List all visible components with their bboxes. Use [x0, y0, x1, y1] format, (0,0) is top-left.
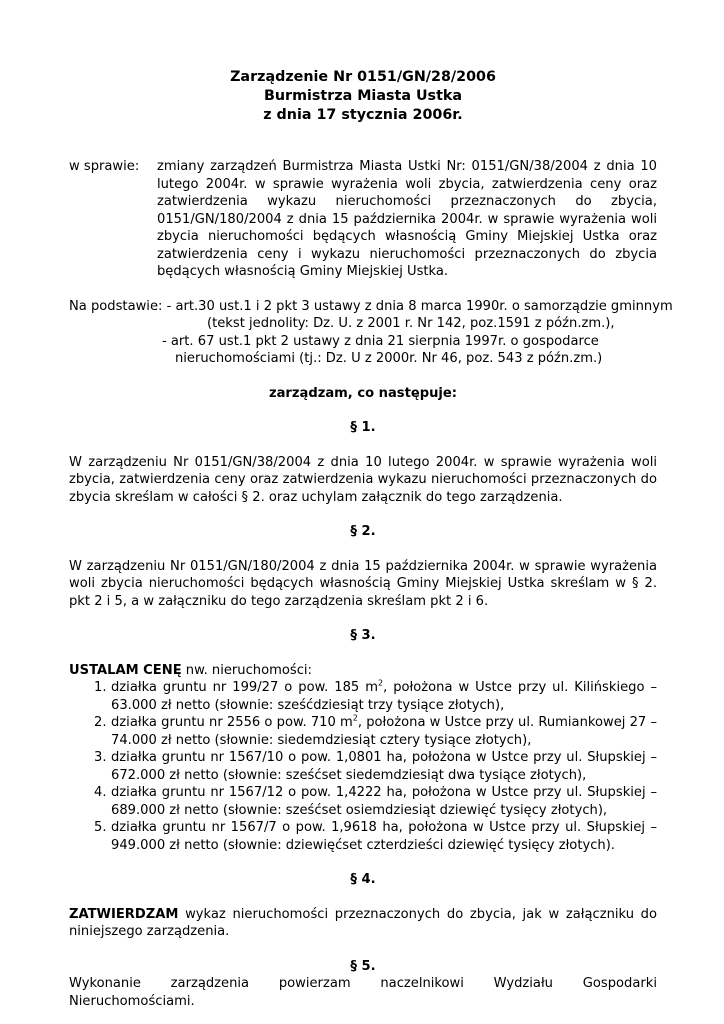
basis-line-1: Na podstawie: - art.30 ust.1 i 2 pkt 3 ustawy z dnia 8 marca 1990r. o samorządzie gminnym: [69, 298, 673, 314]
subject-block: [69, 158, 657, 281]
list-item-text: działka gruntu nr 199/27 o pow. 185 $m^2$, położona w Ustce przy ul. Kilińskiego – 63.000 zł netto (słownie: sześćdziesiąt trzy tysiące złotych),: [111, 678, 657, 713]
set-price-label: USTALAM CENĘ: [69, 662, 182, 678]
property-price-list: [69, 679, 657, 854]
section-1-heading: § 1.: [350, 420, 376, 435]
section-4-text: ZATWIERDZAM wykaz nieruchomości przeznaczonych do zbycia, jak w załączniku do niniejszego zarządzenia.: [69, 906, 657, 939]
section-3-intro: [69, 662, 657, 680]
list-item-number: 4.: [94, 785, 107, 800]
list-item-number: 2.: [94, 715, 107, 730]
document-title: [69, 68, 657, 125]
section-3-heading: § 3.: [350, 628, 376, 643]
list-item: [94, 713, 657, 749]
list-item-number: 3.: [94, 750, 107, 765]
list-item: [94, 749, 657, 784]
basis-line-2: (tekst jednolity: Dz. U. z 2001 r. Nr 142, poz.1591 z późn.zm.),: [207, 316, 615, 331]
title-line-3: z dnia 17 stycznia 2006r.: [263, 107, 463, 123]
subject-text: zmiany zarządzeń Burmistrza Miasta Ustki Nr: 0151/GN/38/2004 z dnia 10 lutego 2004r. w sprawie wyrażenia woli zbycia, zatwierdzenia ceny oraz zatwierdzenia wykazu nieruchomości przeznaczonych do zbycia, 0151/GN/180/2004 z dnia 15 października 2004r. w sprawie wyrażenia woli zbycia nieruchomości będących własnością Gminy Miejskiej Ustka oraz zatwierdzenia ceny i wykazu nieruchomości przeznaczonych do zbycia będących własnością Gminy Miejskiej Ustka.: [157, 159, 657, 279]
list-item: [94, 678, 657, 714]
subject-label: w sprawie:: [69, 159, 140, 174]
order-phrase: zarządzam, co następuje:: [268, 385, 458, 401]
basis-line-3: - art. 67 ust.1 pkt 2 ustawy z dnia 21 sierpnia 1997r. o gospodarce: [162, 333, 599, 349]
list-item: [94, 819, 657, 854]
section-2-heading: § 2.: [350, 524, 376, 539]
list-item: [94, 784, 657, 819]
list-item-text: działka gruntu nr 1567/10 o pow. 1,0801 ha, położona w Ustce przy ul. Słupskiej – 672.000 zł netto (słownie: sześćset siedemdziesiąt dwa tysiące złotych),: [111, 750, 657, 783]
title-line-1: Zarządzenie Nr 0151/GN/28/2006: [230, 69, 496, 85]
list-item-number: 1.: [94, 680, 107, 695]
legal-basis: [69, 298, 673, 368]
list-item-number: 5.: [94, 820, 107, 835]
list-item-text: działka gruntu nr 2556 o pow. 710 $m^2$, położona w Ustce przy ul. Rumiankowej 27 – 74.000 zł netto (słownie: siedemdziesiąt cztery tysiące złotych),: [111, 713, 657, 748]
section-5-heading: § 5.: [350, 958, 376, 974]
title-line-2: Burmistrza Miasta Ustka: [263, 88, 463, 104]
approve-label: ZATWIERDZAM: [69, 906, 179, 922]
list-item-text: działka gruntu nr 1567/12 o pow. 1,4222 ha, położona w Ustce przy ul. Słupskiej – 689.000 zł netto (słownie: sześćset osiemdziesiąt dziewięć tysięcy złotych),: [111, 785, 657, 818]
section-5-text: Wykonanie zarządzenia powierzam naczelnikowi Wydziału Gospodarki Nieruchomościami.: [69, 976, 657, 1009]
section-4-heading: § 4.: [350, 872, 376, 887]
list-item-text: działka gruntu nr 1567/7 o pow. 1,9618 ha, położona w Ustce przy ul. Słupskiej – 949.000 zł netto (słownie: dziewięćset czterdzieści dziewięć tysięcy złotych).: [111, 820, 657, 853]
section-1-text: W zarządzeniu Nr 0151/GN/38/2004 z dnia 10 lutego 2004r. w sprawie wyrażenia woli zbycia, zatwierdzenia ceny oraz zatwierdzenia wykazu nieruchomości przeznaczonych do zbycia skreślam w całości § 2. oraz uchylam załącznik do tego zarządzenia.: [69, 454, 657, 505]
section-2-text: W zarządzeniu Nr 0151/GN/180/2004 z dnia 15 października 2004r. w sprawie wyrażenia woli zbycia nieruchomości będących własnością Gminy Miejskiej Ustka skreślam w § 2. pkt 2 i 5, a w załączniku do tego zarządzenia skreślam pkt 2 i 6.: [69, 558, 657, 609]
basis-line-4: nieruchomościami (tj.: Dz. U z 2000r. Nr 46, poz. 543 z późn.zm.): [175, 351, 603, 366]
document-page: [69, 68, 673, 1010]
set-price-rest: nw. nieruchomości:: [181, 662, 312, 678]
